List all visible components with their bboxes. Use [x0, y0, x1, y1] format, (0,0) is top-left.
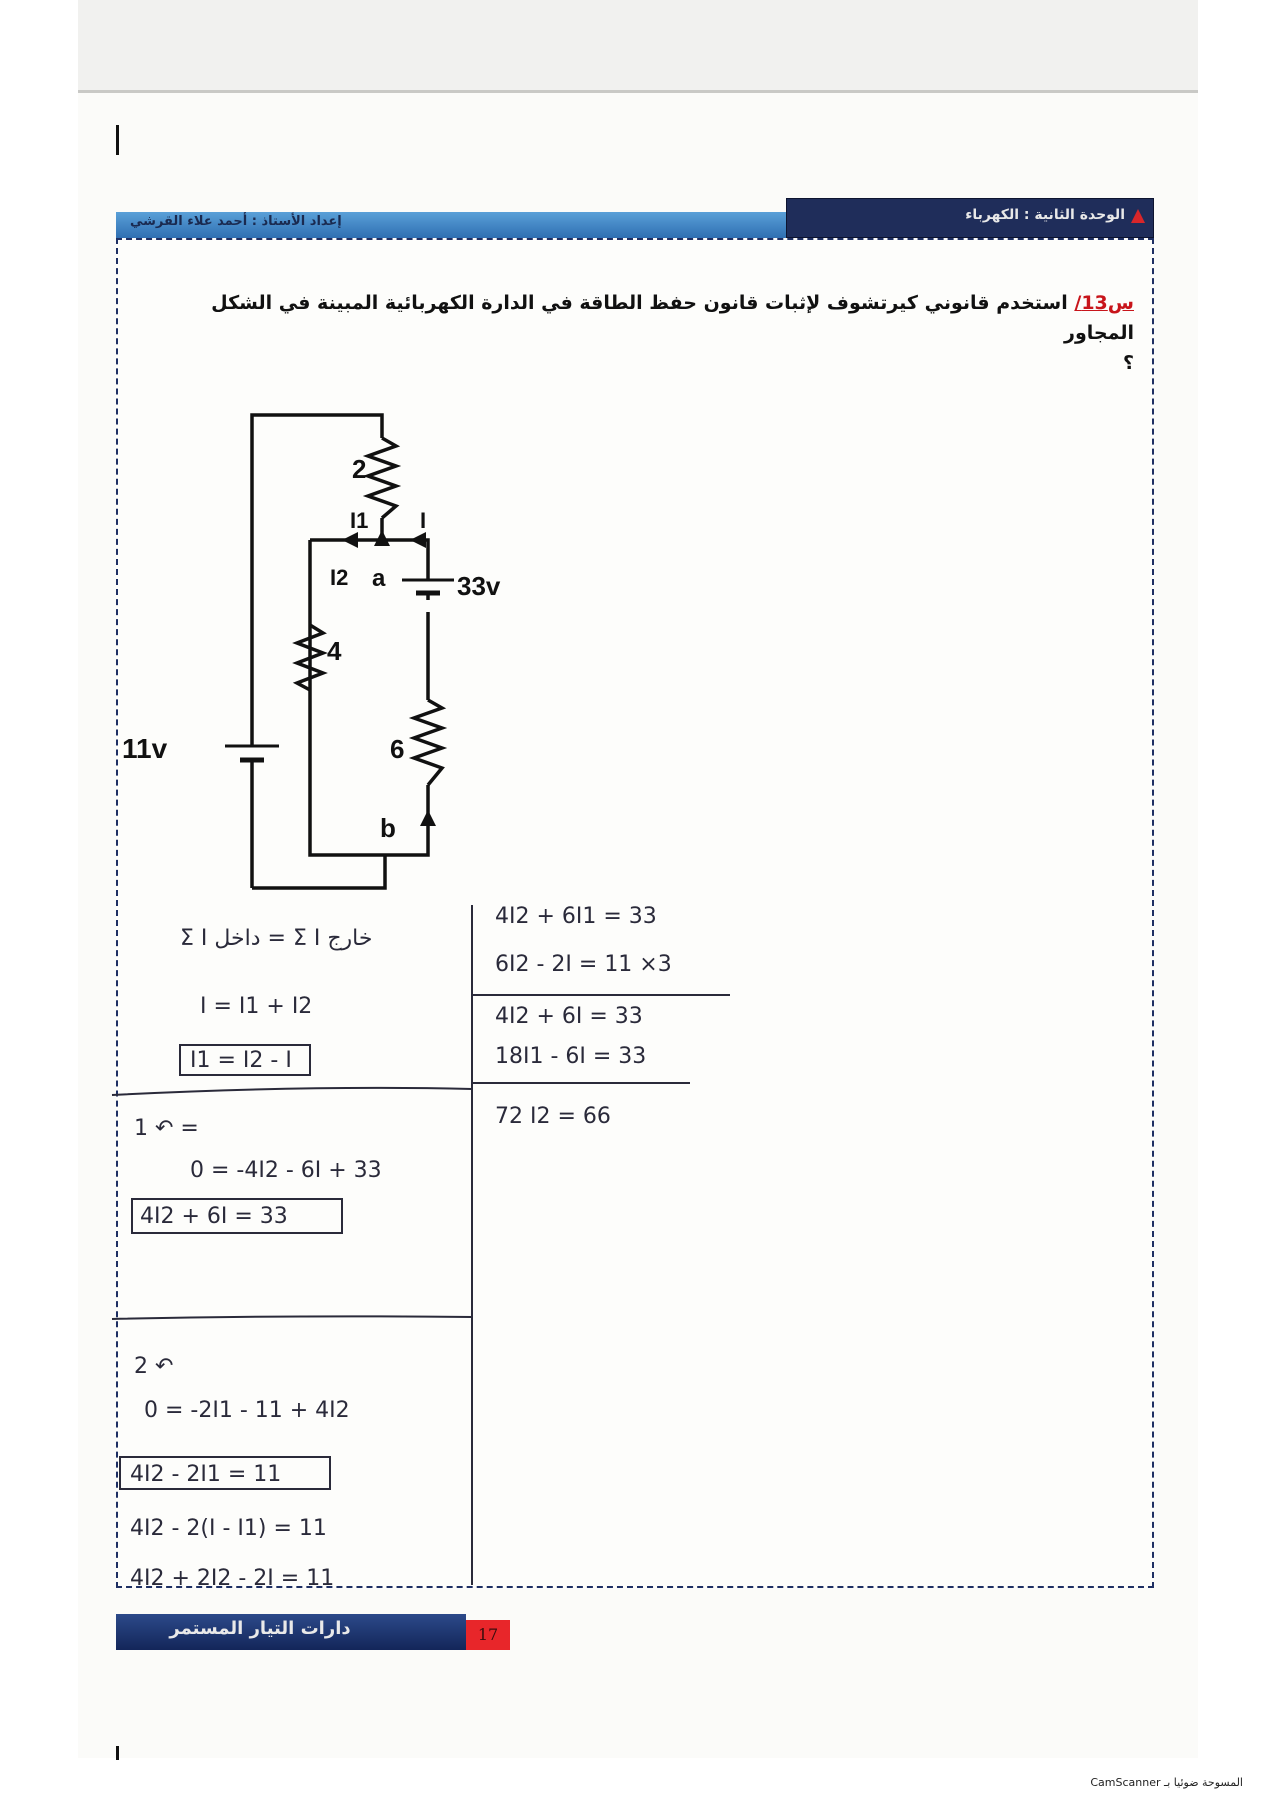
equation-line: 0 = -2I1 - 11 + 4I2 — [144, 1398, 350, 1423]
question-mark: ؟ — [1122, 352, 1134, 374]
handwritten-solution — [110, 895, 750, 1615]
page-top-edge — [78, 0, 1198, 93]
header-unit-bar — [786, 198, 1154, 238]
current-arrow-icon — [342, 532, 358, 548]
equation-line: Σ I داخل = Σ I خارج — [180, 926, 373, 951]
question-text — [140, 288, 1134, 378]
resistor-label: 4 — [327, 636, 342, 666]
scanner-watermark: المسوحة ضوئيا بـ CamScanner — [1090, 1776, 1243, 1789]
equation-line: I = I1 + I2 — [200, 994, 313, 1019]
question-body: استخدم قانوني كيرتشوف لإثبات قانون حفظ الطاقة في الدارة الكهربائية المبينة في الشكل المجاور — [211, 292, 1134, 344]
battery-left-label: 11v — [122, 733, 168, 764]
circuit-diagram — [120, 400, 540, 900]
resistor-label: 2 — [352, 454, 367, 484]
equation-line: 2 ↶ — [134, 1354, 174, 1379]
triangle-logo-icon — [1131, 209, 1145, 223]
equation-line: 4I2 + 2I2 - 2I = 11 — [130, 1566, 335, 1591]
equation-line: 4I2 + 6I = 33 — [495, 1004, 643, 1029]
binder-mark — [116, 1746, 119, 1760]
header-author: إعداد الأستاذ : أحمد علاء القرشي — [130, 214, 342, 229]
equation-line: 4I2 - 2I1 = 11 — [130, 1462, 282, 1487]
header-unit-title: الوحدة الثانية : الكهرباء — [965, 207, 1125, 223]
equation-line: 0 = -4I2 - 6I + 33 — [190, 1158, 382, 1183]
current-arrow-icon — [410, 532, 426, 548]
section-divider — [112, 1316, 472, 1319]
footer-title: دارات التيار المستمر — [169, 1618, 351, 1639]
resistor-6 — [414, 700, 442, 785]
page-number: 17 — [466, 1620, 510, 1650]
node-label: a — [372, 565, 386, 592]
current-arrow-icon — [374, 530, 390, 546]
section-divider — [112, 1088, 472, 1095]
equation-line: I1 = I2 - I — [190, 1048, 292, 1073]
binder-mark — [116, 125, 119, 155]
equation-line: 4I2 + 6I1 = 33 — [495, 904, 657, 929]
resistor-2 — [368, 438, 396, 518]
equation-line: 1 ↶ = — [134, 1116, 199, 1141]
equation-line: 6I2 - 2I = 11 ×3 — [495, 952, 672, 977]
equation-line: 18I1 - 6I = 33 — [495, 1044, 647, 1069]
current-label: I — [420, 508, 427, 533]
current-label: I1 — [350, 508, 369, 533]
battery-right-label: 33v — [457, 571, 501, 601]
current-label: I2 — [330, 565, 349, 590]
node-label: b — [380, 813, 396, 843]
equation-line: 4I2 - 2(I - I1) = 11 — [130, 1516, 327, 1541]
current-arrow-icon — [420, 810, 436, 826]
equation-line: 4I2 + 6I = 33 — [140, 1204, 288, 1229]
question-number: س13/ — [1074, 292, 1134, 314]
resistor-label: 6 — [390, 734, 405, 764]
equation-line: 72 I2 = 66 — [495, 1104, 611, 1129]
